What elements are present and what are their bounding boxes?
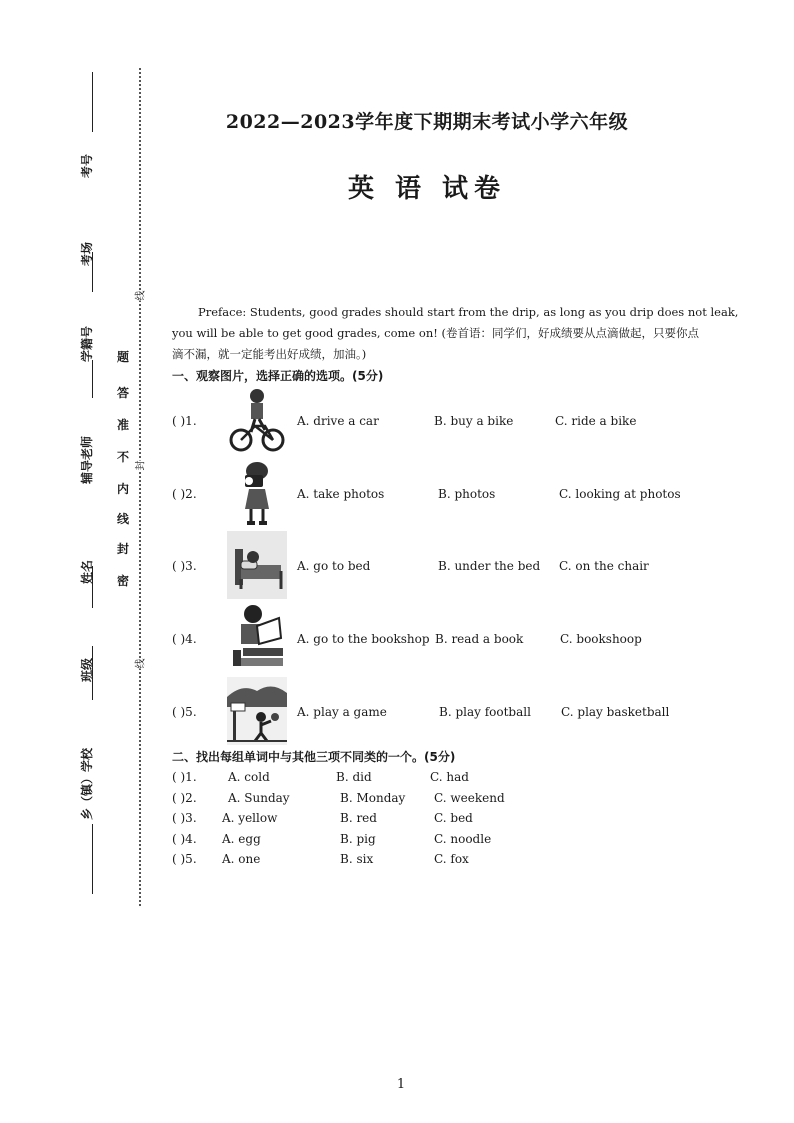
- question-number: ( )5.: [172, 705, 197, 719]
- option-a: A. cold: [228, 770, 270, 784]
- preface-line: Preface: Students, good grades should start from the drip, as long as you drip does not leak,: [198, 305, 739, 319]
- option-c: C. bed: [434, 811, 473, 825]
- question-number: ( )3.: [172, 559, 197, 573]
- notice-char: 封: [117, 542, 130, 556]
- notice-char: 密: [117, 574, 130, 588]
- exam-number-label: 考号: [80, 153, 94, 178]
- preface-line: 滴不漏，就一定能考出好成绩，加油。): [172, 347, 367, 361]
- name-label: 姓名: [80, 559, 94, 584]
- basketball-court-icon: [227, 677, 287, 745]
- question-number: ( )1.: [172, 414, 197, 428]
- reading-boy-icon: [227, 604, 287, 672]
- notice-char: 准: [117, 418, 130, 432]
- option-c: C. ride a bike: [555, 414, 637, 428]
- question-number: ( )1.: [172, 770, 197, 784]
- school-label: 乡（镇）学校: [80, 747, 94, 820]
- preface: [172, 302, 739, 365]
- question-number: ( )4.: [172, 832, 197, 846]
- tutor-label: 辅导老师: [80, 435, 94, 484]
- option-a: A. Sunday: [228, 791, 290, 805]
- part2-question-3: [172, 811, 572, 831]
- exam-room-label: 考场: [80, 241, 94, 266]
- part1-title: 一、观察图片，选择正确的选项。(5分): [172, 369, 384, 383]
- option-a: A. one: [222, 852, 261, 866]
- cut-mark: 封: [132, 461, 147, 471]
- camera-girl-icon: [227, 459, 287, 527]
- option-c: C. fox: [434, 852, 469, 866]
- option-a: A. play a game: [297, 705, 387, 719]
- part2-title: 二、找出每组单词中与其他三项不同类的一个。(5分): [172, 750, 456, 764]
- class-label: 班级: [80, 657, 94, 682]
- question-number: ( )2.: [172, 791, 197, 805]
- option-c: C. bookshoop: [560, 632, 642, 646]
- part1-question-2: [172, 459, 692, 529]
- notice-char: 不: [117, 450, 130, 464]
- option-a: A. go to the bookshop: [297, 632, 430, 646]
- option-c: C. on the chair: [559, 559, 649, 573]
- notice-char: 内: [117, 482, 130, 496]
- school-line: [92, 824, 93, 894]
- notice-char: 题: [117, 350, 130, 364]
- part1-question-1: [172, 386, 692, 456]
- student-id-line: [92, 360, 93, 398]
- question-number: ( )5.: [172, 852, 197, 866]
- part2-question-2: [172, 791, 572, 811]
- exam-subtitle: 英 语 试卷: [347, 174, 507, 204]
- notice-char: 线: [117, 512, 130, 526]
- part1-question-5: [172, 677, 692, 747]
- option-a: A. egg: [222, 832, 261, 846]
- option-c: C. had: [430, 770, 469, 784]
- exam-title: 2022—2023学年度下期期末考试小学六年级: [225, 111, 629, 133]
- option-a: A. drive a car: [297, 414, 379, 428]
- option-b: B. Monday: [340, 791, 406, 805]
- option-b: B. photos: [438, 487, 496, 501]
- question-number: ( )4.: [172, 632, 197, 646]
- option-c: C. looking at photos: [559, 487, 681, 501]
- preface-line: you will be able to get good grades, come on! (卷首语：同学们，好成绩要从点滴做起，只要你点: [172, 326, 699, 340]
- option-b: B. buy a bike: [434, 414, 514, 428]
- notice-char: 答: [117, 386, 130, 400]
- student-id-label: 学籍号: [80, 325, 94, 362]
- option-b: B. pig: [340, 832, 376, 846]
- part2-question-4: [172, 832, 572, 852]
- bed-icon: [227, 531, 287, 599]
- option-b: B. did: [336, 770, 372, 784]
- page-number: 1: [396, 1077, 406, 1092]
- part2-question-1: [172, 770, 572, 790]
- option-c: C. weekend: [434, 791, 505, 805]
- part1-question-3: [172, 531, 692, 601]
- cut-mark: 线: [132, 291, 147, 301]
- option-a: A. take photos: [297, 487, 385, 501]
- cut-mark: 线: [132, 659, 147, 669]
- option-b: B. six: [340, 852, 374, 866]
- option-b: B. read a book: [435, 632, 524, 646]
- question-number: ( )3.: [172, 811, 197, 825]
- option-c: C. noodle: [434, 832, 492, 846]
- option-b: B. play football: [439, 705, 531, 719]
- option-b: B. red: [340, 811, 377, 825]
- part1-question-4: [172, 604, 692, 674]
- option-c: C. play basketball: [561, 705, 670, 719]
- option-b: B. under the bed: [438, 559, 541, 573]
- part2-question-5: [172, 852, 572, 872]
- bike-rider-icon: [227, 386, 287, 454]
- question-number: ( )2.: [172, 487, 197, 501]
- option-a: A. go to bed: [297, 559, 371, 573]
- option-a: A. yellow: [222, 811, 278, 825]
